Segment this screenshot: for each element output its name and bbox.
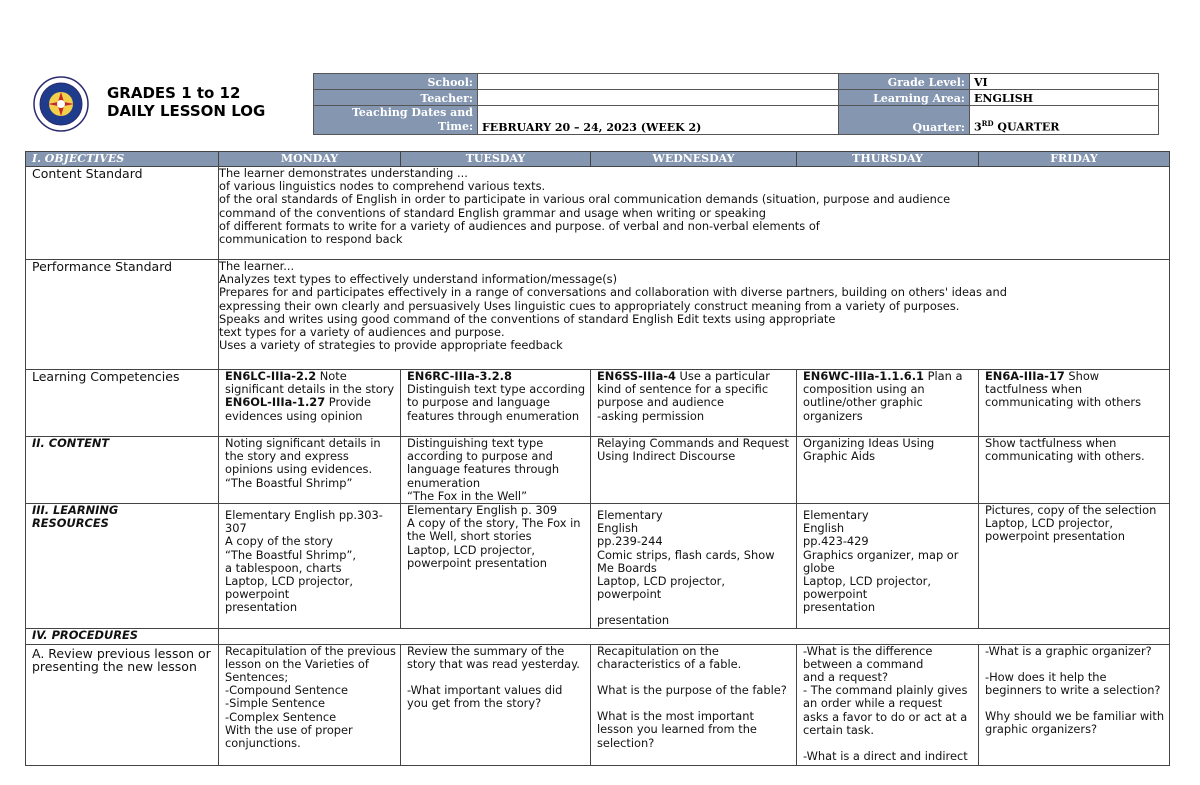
review-line: -Complex Sentence [225,709,337,724]
resource-line: pp.423-429 [803,534,869,549]
competency-text: Show tactfulness when communicating with others [985,369,1142,410]
resource-line: Elementary [803,508,869,523]
learning-resources-label [26,504,219,629]
content-standard-text [219,167,1170,260]
resource-line: Comic strips, flash cards, Show Me Boards [597,547,775,575]
resource-line: Pictures, copy of the selection Laptop, LCD projector, powerpoint presentation [985,503,1157,544]
column-header-row [26,152,1170,167]
resource-line: English [597,521,639,536]
procedures-empty-cell [219,628,1170,644]
procedures-label: IV. PROCEDURES [26,628,219,644]
content-monday [219,437,401,504]
resources-friday [979,504,1170,629]
competency-text: Use a particular kind of sentence for a specific purpose and audience [597,369,770,410]
competency-code: EN6WC-IIIa-1.1.6.1 [803,369,924,383]
learning-area-value: ENGLISH [970,90,1159,106]
content-standard-line: of various linguistics nodes to comprehend various texts. [219,179,546,194]
review-line: Why should we be familiar with graphic organizers? [985,709,1165,737]
competency-thursday [797,370,979,437]
competency-monday [219,370,401,437]
competency-tuesday [401,370,591,437]
content-standard-line: The learner demonstrates understanding ... [219,166,468,180]
quarter-label: Quarter: [839,106,970,135]
resource-line: Laptop, LCD projector, powerpoint [597,574,725,602]
competency-code: EN6OL-IIIa-1.27 [225,395,326,410]
procedures-row [26,628,1170,644]
quarter-value [970,106,1159,135]
column-header-objectives: I. OBJECTIVES [26,152,219,167]
content-label: II. CONTENT [26,437,219,504]
content-text: Distinguishing text type according to purpose and language features through enumeration [407,436,560,490]
resource-line: presentation [597,613,670,628]
content-standard-label: Content Standard [26,167,219,260]
review-tuesday [401,644,591,765]
content-story-title: “The Boastful Shrimp” [225,475,353,490]
content-friday: Show tactfulness when communicating with others. [979,437,1170,504]
school-info-table [313,73,1159,135]
resource-line: “The Boastful Shrimp”, [225,547,357,562]
content-standard-line: command of the conventions of standard English grammar and usage when writing or speaking [219,205,766,220]
school-value [478,74,839,90]
learning-area-label: Learning Area: [839,90,970,106]
learning-competencies-label: Learning Competencies [26,370,219,437]
lesson-log-table [25,151,1170,766]
resource-line: Laptop, LCD projector, powerpoint presentation [407,542,547,570]
resources-monday [219,504,401,629]
resource-line: Graphics organizer, map or globe [803,547,959,575]
grade-level-label: Grade Level: [839,74,970,90]
content-thursday: Organizing Ideas Using Graphic Aids [797,437,979,504]
review-line: Recapitulation on the characteristics of a fable. [597,644,742,671]
quarter-suffix: RD [981,119,994,129]
column-header-wednesday: WEDNESDAY [591,152,797,167]
competency-text: Provide evidences using opinion [225,395,371,423]
content-standard-line: communication to respond back [219,232,403,247]
review-line: -Compound Sentence [225,683,349,698]
title-line-1: GRADES 1 to 12 [107,84,241,102]
competency-text: Distinguish text type according to purpose and language features through enumeration [407,382,586,423]
teaching-dates-label-2: Time: [437,120,473,133]
content-story-title: “The Fox in the Well” [407,488,527,503]
review-line: -Simple Sentence [225,696,326,711]
review-line: -What important values did you get from the story? [407,683,563,711]
review-line: -How does it help the beginners to write a selection? [985,669,1161,698]
page-title [107,84,265,120]
review-line: Review the summary of the story that was read yesterday. [407,644,580,671]
teaching-dates-label-1: Teaching Dates and [351,106,473,119]
competency-text-2: -asking permission [597,408,705,423]
performance-standard-line: Uses a variety of strategies to provide appropriate feedback [219,338,563,353]
content-standard-row [26,167,1170,260]
resource-line: Laptop, LCD projector, powerpoint [803,574,931,602]
column-header-thursday: THURSDAY [797,152,979,167]
resource-line: English [803,521,845,536]
school-label: School: [314,74,478,90]
review-line: -What is a graphic organizer? [985,644,1152,658]
review-label: A. Review previous lesson or presenting the new lesson [26,644,219,765]
review-line: -What is the difference between a command [803,644,933,671]
review-line: - The command plainly gives an order while a request [803,683,968,711]
quarter-text: QUARTER [993,121,1060,134]
content-standard-line: of the oral standards of English in order to participate in various oral communication demands (situation, purpose and audience [219,192,951,207]
teacher-value [478,90,839,106]
review-line: asks a favor to do or act at a certain task. [803,709,968,737]
performance-standard-line: Analyzes text types to effectively understand information/message(s) [219,272,618,287]
learning-competencies-row [26,370,1170,437]
resource-line: Elementary English p. 309 [407,503,558,518]
resource-line: A copy of the story [225,534,333,549]
competency-text: Note significant details in the story [225,369,395,397]
quarter-number: 3 [974,121,982,134]
review-line: With the use of proper conjunctions. [225,722,353,751]
title-line-2: DAILY LESSON LOG [107,102,266,120]
teaching-dates-label [314,106,478,135]
resource-line: presentation [803,600,876,615]
resource-line: pp.239-244 [597,534,663,549]
performance-standard-line: The learner... [219,259,295,273]
review-row [26,644,1170,765]
column-header-monday: MONDAY [219,152,401,167]
performance-standard-line: expressing their own clearly and persuasively Uses linguistic cues to appropriately construct meaning from a variety of purposes. [219,298,960,313]
performance-standard-line: Prepares for and participates effectively in a range of conversations and collaboration with diverse partners, building on others' ideas and [219,285,1007,300]
resources-thursday [797,504,979,629]
performance-standard-text [219,260,1170,370]
resource-line: Elementary [597,508,663,523]
grade-level-value: VI [970,74,1159,90]
deped-seal-icon [31,76,91,132]
content-wednesday: Relaying Commands and Request Using Indirect Discourse [591,437,797,504]
resource-line: a tablespoon, charts [225,560,342,575]
competency-code: EN6A-IIIa-17 [985,369,1065,383]
review-thursday [797,644,979,765]
learning-resources-label-2: RESOURCES [32,516,109,531]
learning-resources-row [26,504,1170,629]
review-line: -What is a direct and indirect [803,749,968,764]
content-standard-line: of different formats to write for a variety of audiences and purpose. of verbal and non-verbal elements of [219,218,820,233]
review-line: Recapitulation of the previous lesson on the Varieties of Sentences; [225,644,396,685]
competency-code: EN6LC-IIIa-2.2 [225,369,317,383]
performance-standard-line: Speaks and writes using good command of the conventions of standard English Edit texts using appropriate [219,311,836,326]
resource-line: Laptop, LCD projector, powerpoint [225,574,353,602]
teacher-label: Teacher: [314,90,478,106]
review-monday [219,644,401,765]
review-line: What is the purpose of the fable? [597,683,787,698]
review-wednesday [591,644,797,765]
competency-text: Plan a composition using an outline/other graphic organizers [803,369,963,423]
competency-wednesday [591,370,797,437]
column-header-tuesday: TUESDAY [401,152,591,167]
performance-standard-row [26,260,1170,370]
competency-code: EN6SS-IIIa-4 [597,369,676,383]
resource-line: Elementary English pp.303-307 [225,508,383,536]
resource-line: A copy of the story, The Fox in the Well, short stories [407,516,581,544]
column-header-friday: FRIDAY [979,152,1170,167]
content-tuesday [401,437,591,504]
resources-tuesday [401,504,591,629]
performance-standard-line: text types for a variety of audiences and purpose. [219,325,505,340]
content-text: Noting significant details in the story and express opinions using evidences. [225,436,381,477]
resources-wednesday [591,504,797,629]
review-line: What is the most important lesson you learned from the selection? [597,709,757,750]
performance-standard-label: Performance Standard [26,260,219,370]
competency-code: EN6RC-IIIa-3.2.8 [407,369,512,383]
teaching-dates-value: FEBRUARY 20 – 24, 2023 (WEEK 2) [478,106,839,135]
competency-friday [979,370,1170,437]
content-row [26,437,1170,504]
learning-resources-label-1: III. LEARNING [32,503,119,518]
review-line: and a request? [803,670,888,685]
resource-line: presentation [225,600,298,615]
lesson-log-header [25,72,1160,136]
review-friday [979,644,1170,765]
